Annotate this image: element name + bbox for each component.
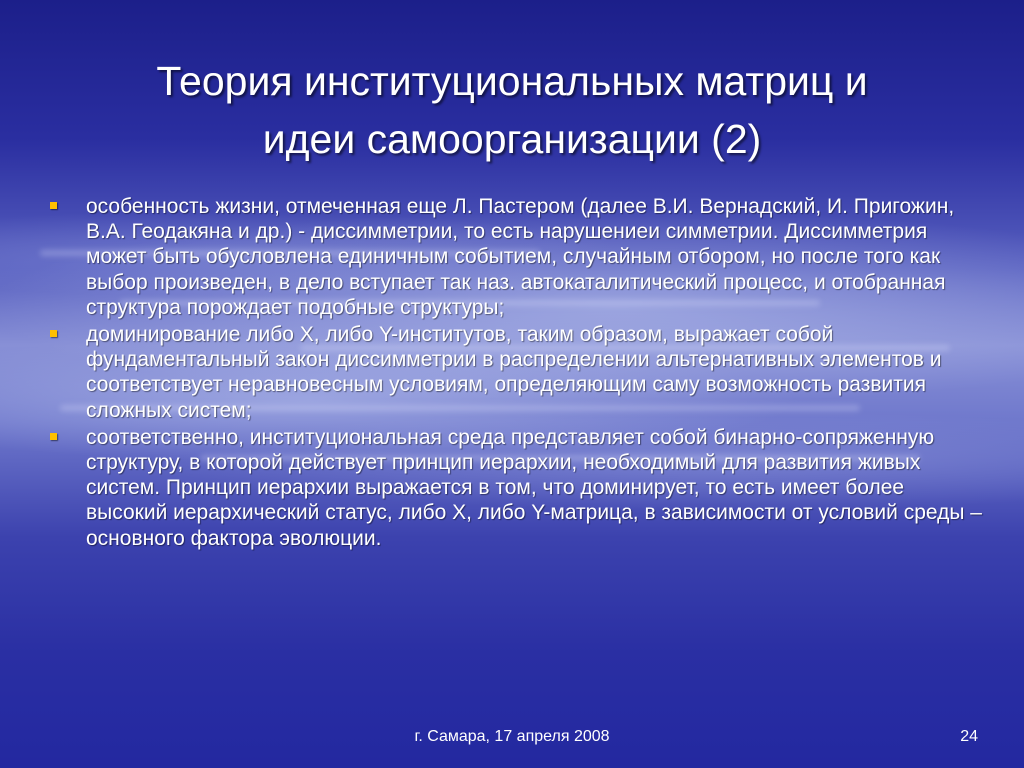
bullet-square-icon [50, 330, 57, 337]
bullet-square-icon [50, 202, 57, 209]
slide-title-line-1: Теория институциональных матриц и [156, 58, 868, 104]
bullet-text: доминирование либо Х, либо Y-институтов, таким образом, выражает собой фундаментальный закон диссимметрии в распределении альтернативных элементов и соответствует неравновесным условиям, определяющим саму возможность развития сложных систем; [86, 323, 942, 422]
bullet-text: особенность жизни, отмеченная еще Л. Пастером (далее В.И. Вернадский, И. Пригожин, В.А. Геодакяна и др.) - диссимметрии, то есть нарушениеи симметрии. Диссимметрия может быть обусловлена единичным событием, случайным отбором, но после того как выбор произведен, в дело вступает так наз. автокаталитический процесс, и отобранная структура порождает подобные структуры; [86, 195, 955, 319]
slide-title [60, 52, 964, 168]
bullet-list [46, 194, 986, 553]
bullet-item [46, 425, 986, 551]
slide-title-line-2: идеи самоорганизации (2) [262, 116, 762, 162]
bullet-text: соответственно, институциональная среда представляет собой бинарно-сопряженную структуру, в которой действует принцип иерархии, необходимый для развития живых систем. Принцип иерархии выражается в том, что доминирует, то есть имеет более высокий иерархический статус, либо Х, либо Y-матрица, в зависимости от условий среды – основного фактора эволюции. [86, 425, 982, 550]
bullet-item [46, 194, 986, 320]
bullet-item [46, 322, 986, 423]
footer-place-date: г. Самара, 17 апреля 2008 [414, 728, 610, 745]
slide-page-number: 24 [960, 728, 978, 745]
bullet-square-icon [50, 433, 57, 440]
